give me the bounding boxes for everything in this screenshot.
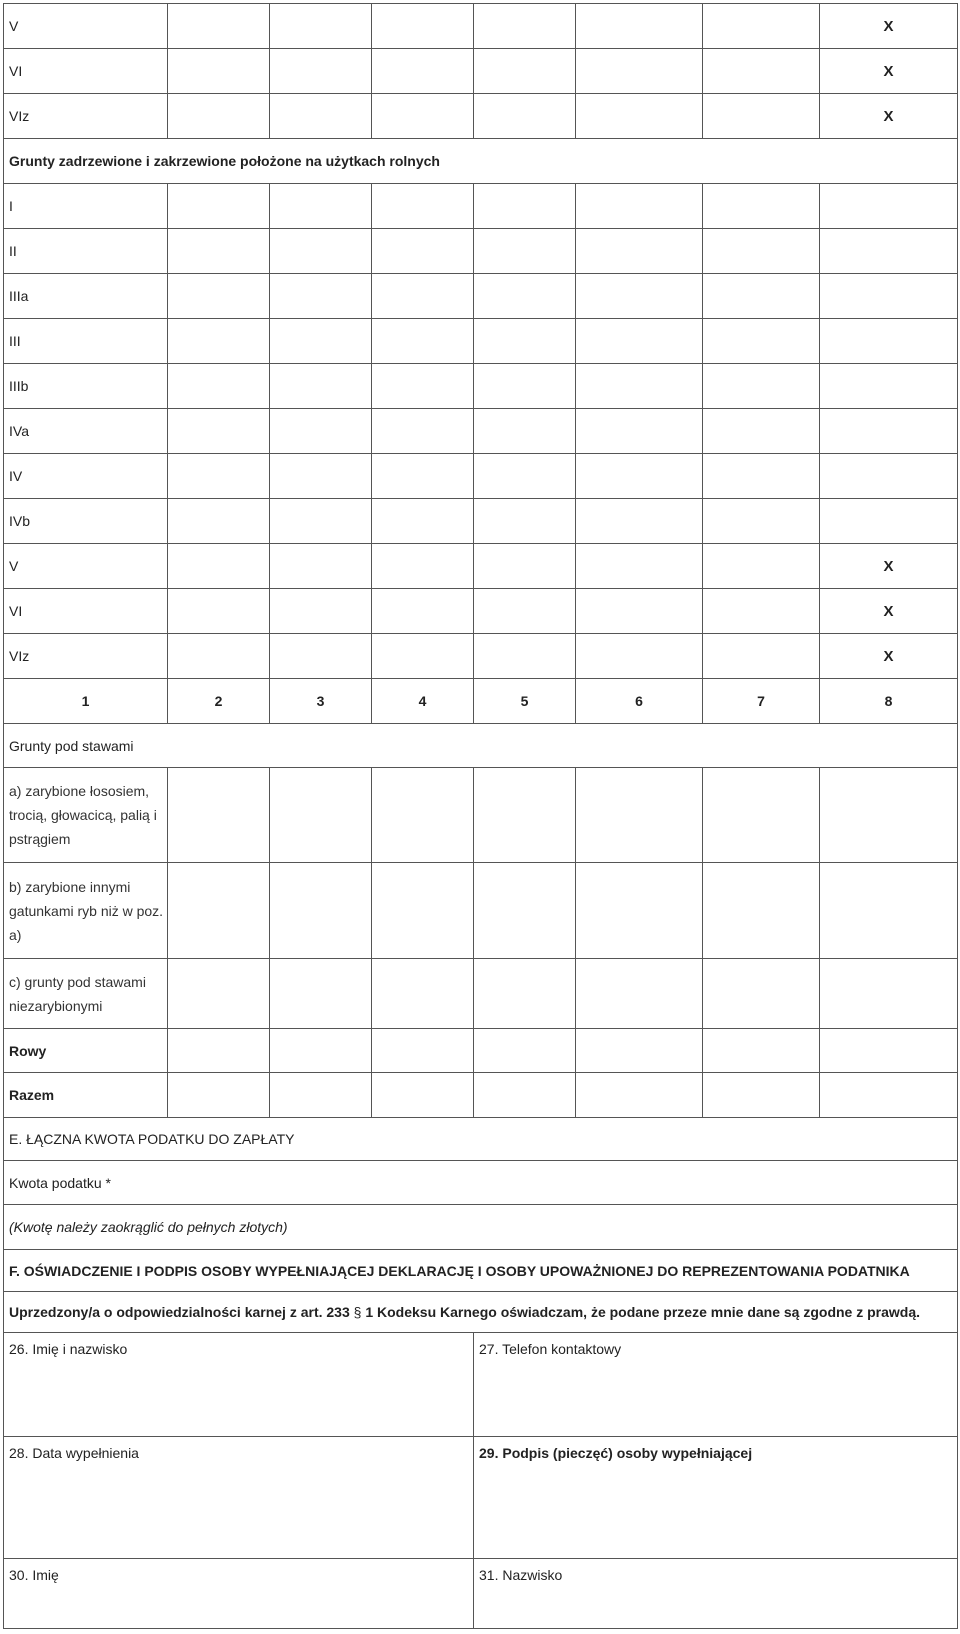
cell[interactable] [270,364,372,409]
cell[interactable] [576,409,703,454]
class-row-label: IVb [4,499,168,544]
cell[interactable] [576,229,703,274]
cell[interactable] [474,454,576,499]
cell[interactable] [372,454,474,499]
cell[interactable] [703,4,820,49]
cell[interactable] [703,1073,820,1118]
cell[interactable] [703,1029,820,1073]
cell[interactable] [372,364,474,409]
cell[interactable] [474,4,576,49]
field-31-label: 31. Nazwisko [479,1567,563,1583]
paragraph-symbol: § [353,1304,362,1320]
class-row-mark [820,184,958,229]
class-row-mark: X [820,94,958,139]
cell[interactable] [270,499,372,544]
cell[interactable] [474,768,576,863]
field-29-label: 29. Podpis (pieczęć) osoby wypełniającej [479,1445,753,1461]
class-row-label: VIz [4,634,168,679]
cell[interactable] [474,319,576,364]
cell[interactable] [372,499,474,544]
cell[interactable] [474,274,576,319]
cell[interactable] [576,768,703,863]
cell[interactable] [372,768,474,863]
cell[interactable] [474,184,576,229]
tax-amount-note: (Kwotę należy zaokrąglić do pełnych złotych) [9,1219,288,1235]
tax-amount-cell[interactable] [4,1161,958,1250]
cell[interactable] [372,409,474,454]
cell[interactable] [576,1073,703,1118]
cell[interactable] [576,4,703,49]
field-27-label: 27. Telefon kontaktowy [479,1341,622,1357]
cell[interactable] [820,863,958,959]
cell[interactable] [168,94,270,139]
phone-field[interactable] [474,1333,958,1437]
section-f-title: F. OŚWIADCZENIE I PODPIS OSOBY WYPEŁNIAJĄCEJ DEKLARACJĘ I OSOBY UPOWAŻNIONEJ DO REPREZENTOWANIA PODATNIKA [4,1250,958,1292]
column-number: 2 [168,679,270,724]
cell[interactable] [270,319,372,364]
cell[interactable] [703,589,820,634]
cell[interactable] [474,863,576,959]
column-number: 8 [820,679,958,724]
cell[interactable] [576,184,703,229]
cell[interactable] [703,274,820,319]
cell[interactable] [372,1073,474,1118]
cell[interactable] [168,863,270,959]
cell[interactable] [372,319,474,364]
cell[interactable] [270,274,372,319]
tax-declaration-table [3,3,958,1629]
cell[interactable] [576,589,703,634]
column-number: 6 [576,679,703,724]
class-row-label: V [4,4,168,49]
cell[interactable] [270,544,372,589]
class-row-label: V [4,544,168,589]
cell[interactable] [270,184,372,229]
cell[interactable] [372,229,474,274]
cell[interactable] [168,768,270,863]
class-row-mark [820,409,958,454]
section-e-text: E. ŁĄCZNA KWOTA PODATKU DO ZAPŁATY [9,1131,295,1147]
cell[interactable] [820,1029,958,1073]
cell[interactable] [703,499,820,544]
cell[interactable] [270,4,372,49]
cell[interactable] [270,589,372,634]
cell[interactable] [703,229,820,274]
cell[interactable] [576,49,703,94]
class-row-label: IV [4,454,168,499]
column-number: 3 [270,679,372,724]
cell[interactable] [168,544,270,589]
cell[interactable] [372,49,474,94]
cell[interactable] [372,634,474,679]
class-row-label: I [4,184,168,229]
cell[interactable] [820,1073,958,1118]
class-row-mark: X [820,634,958,679]
first-name-field[interactable] [4,1559,474,1629]
cell[interactable] [168,49,270,94]
cell[interactable] [270,863,372,959]
cell[interactable] [168,1073,270,1118]
cell[interactable] [474,544,576,589]
class-row-label: III [4,319,168,364]
class-row-mark: X [820,544,958,589]
cell[interactable] [820,959,958,1029]
class-row-label: IVa [4,409,168,454]
cell[interactable] [372,959,474,1029]
cell[interactable] [270,49,372,94]
class-row-mark: X [820,589,958,634]
cell[interactable] [703,319,820,364]
ditches-label: Rowy [4,1029,168,1073]
tax-amount-label: Kwota podatku * [4,1161,957,1205]
cell[interactable] [270,768,372,863]
cell[interactable] [474,959,576,1029]
cell[interactable] [703,454,820,499]
class-row-label: VI [4,49,168,94]
pond-a-label: a) zarybione łososiem, trocią, głowacicą, palią i pstrągiem [4,768,168,863]
cell[interactable] [372,184,474,229]
field-26-label: 26. Imię i nazwisko [9,1341,128,1357]
section-ponds: Grunty pod stawami [4,724,958,768]
class-row-mark [820,454,958,499]
cell[interactable] [168,229,270,274]
cell[interactable] [474,499,576,544]
cell[interactable] [474,229,576,274]
cell[interactable] [703,634,820,679]
class-row-label: IIIb [4,364,168,409]
column-number: 7 [703,679,820,724]
cell[interactable] [270,229,372,274]
total-label: Razem [4,1073,168,1118]
cell[interactable] [270,1073,372,1118]
cell[interactable] [168,589,270,634]
class-row-mark [820,319,958,364]
cell[interactable] [576,364,703,409]
cell[interactable] [372,4,474,49]
name-field[interactable] [4,1333,474,1437]
cell[interactable] [576,94,703,139]
last-name-field[interactable] [474,1559,958,1629]
column-number: 5 [474,679,576,724]
pond-c-label: c) grunty pod stawami niezarybionymi [4,959,168,1029]
cell[interactable] [576,454,703,499]
cell[interactable] [168,959,270,1029]
cell[interactable] [168,274,270,319]
cell[interactable] [703,959,820,1029]
cell[interactable] [576,634,703,679]
cell[interactable] [474,94,576,139]
cell[interactable] [703,409,820,454]
section-wooded-land: Grunty zadrzewione i zakrzewione położone na użytkach rolnych [4,139,958,184]
cell[interactable] [474,634,576,679]
cell[interactable] [168,1029,270,1073]
cell[interactable] [820,768,958,863]
cell[interactable] [576,863,703,959]
cell[interactable] [474,364,576,409]
class-row-mark [820,499,958,544]
cell[interactable] [168,364,270,409]
declaration-post: 1 Kodeksu Karnego oświadczam, że podane przeze mnie dane są zgodne z prawdą. [361,1304,921,1320]
class-row-mark [820,364,958,409]
cell[interactable] [168,184,270,229]
cell[interactable] [372,1029,474,1073]
column-number: 1 [4,679,168,724]
cell[interactable] [474,1029,576,1073]
cell[interactable] [270,634,372,679]
cell[interactable] [270,409,372,454]
signature-field[interactable] [474,1437,958,1559]
class-row-mark [820,229,958,274]
cell[interactable] [168,319,270,364]
cell[interactable] [168,4,270,49]
cell[interactable] [372,589,474,634]
cell[interactable] [474,589,576,634]
class-row-mark: X [820,49,958,94]
declaration-text [4,1292,958,1333]
cell[interactable] [372,863,474,959]
section-e-title [4,1118,958,1161]
date-field[interactable] [4,1437,474,1559]
cell[interactable] [168,634,270,679]
cell[interactable] [703,364,820,409]
cell[interactable] [576,544,703,589]
cell[interactable] [270,959,372,1029]
cell[interactable] [703,184,820,229]
cell[interactable] [576,959,703,1029]
cell[interactable] [576,1029,703,1073]
class-row-label: VI [4,589,168,634]
cell[interactable] [474,1073,576,1118]
cell[interactable] [703,94,820,139]
cell[interactable] [270,94,372,139]
cell[interactable] [168,499,270,544]
class-row-mark [820,274,958,319]
declaration-pre: Uprzedzony/a o odpowiedzialności karnej z art. 233 [9,1304,354,1320]
cell[interactable] [576,499,703,544]
field-28-label: 28. Data wypełnienia [9,1445,139,1461]
cell[interactable] [474,409,576,454]
cell[interactable] [372,274,474,319]
cell[interactable] [372,544,474,589]
cell[interactable] [576,319,703,364]
cell[interactable] [168,409,270,454]
cell[interactable] [703,863,820,959]
field-30-label: 30. Imię [9,1567,59,1583]
cell[interactable] [474,49,576,94]
class-row-label: VIz [4,94,168,139]
cell[interactable] [168,454,270,499]
cell[interactable] [576,274,703,319]
class-row-label: IIIa [4,274,168,319]
cell[interactable] [703,544,820,589]
cell[interactable] [270,454,372,499]
pond-b-label: b) zarybione innymi gatunkami ryb niż w poz. a) [4,863,168,959]
cell[interactable] [703,49,820,94]
cell[interactable] [703,768,820,863]
cell[interactable] [372,94,474,139]
column-number: 4 [372,679,474,724]
cell[interactable] [270,1029,372,1073]
class-row-mark: X [820,4,958,49]
class-row-label: II [4,229,168,274]
